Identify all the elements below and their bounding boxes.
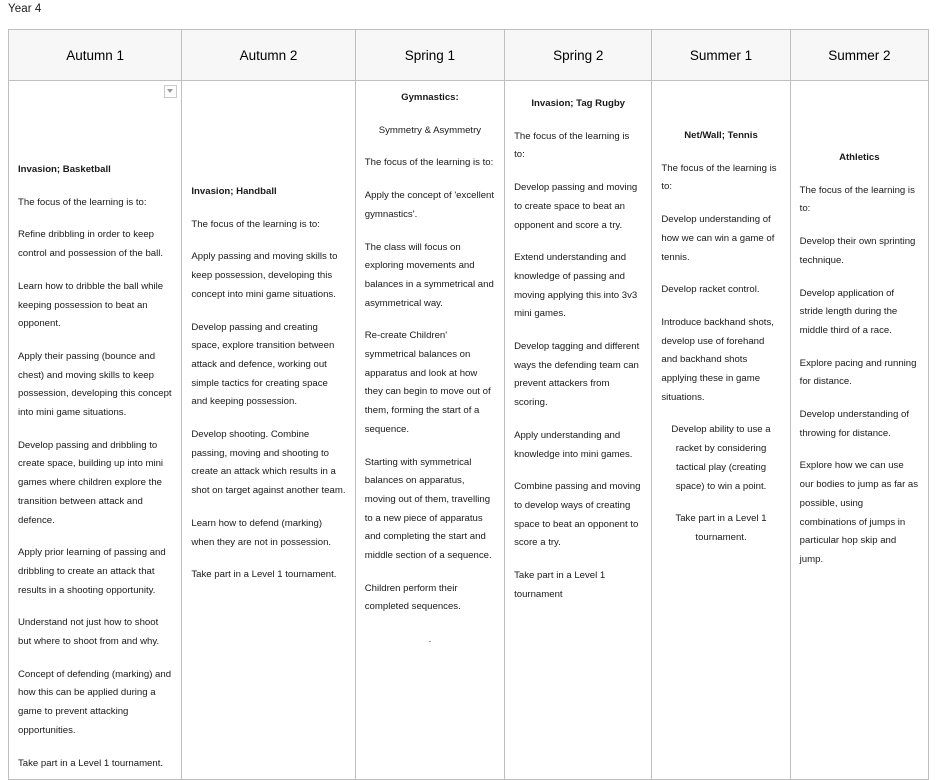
unit-title-summer-1: Net/Wall; Tennis xyxy=(684,130,758,141)
unit-intro-autumn-2: The focus of the learning is to: xyxy=(191,218,320,230)
cell-content-spring-1 xyxy=(356,81,504,656)
unit-intro-autumn-1: The focus of the learning is to: xyxy=(18,196,147,208)
cell-autumn-1 xyxy=(9,81,182,780)
cell-content-summer-2 xyxy=(791,81,928,576)
unit-point: Develop ability to use a racket by considering tactical play (creating space) to win a point. xyxy=(671,424,771,492)
unit-title-summer-2: Athletics xyxy=(839,152,880,163)
unit-point: Apply passing and moving skills to keep possession, developing this concept into mini game situations. xyxy=(191,251,338,300)
unit-point: Develop shooting. Combine passing, moving and shooting to create an attack which results in a shot on target against another team. xyxy=(191,429,346,497)
unit-point: Take part in a Level 1 tournament. xyxy=(191,569,337,581)
cell-content-summer-1 xyxy=(652,81,789,554)
unit-title-spring-1: Gymnastics: xyxy=(401,92,459,103)
unit-point: Starting with symmetrical balances on apparatus, moving out of them, travelling to a new piece of apparatus and completing the start and middle section of a sequence. xyxy=(364,456,492,562)
cell-summer-2 xyxy=(790,81,928,780)
cell-content-autumn-2 xyxy=(182,81,354,591)
unit-point: Re-create Children' symmetrical balances on apparatus and look at how they can begin to move out of them, forming the start of a sequence. xyxy=(364,330,491,435)
unit-title-autumn-2: Invasion; Handball xyxy=(191,186,277,197)
cell-summer-1 xyxy=(652,81,790,780)
curriculum-table xyxy=(8,29,929,780)
column-header-autumn-2: Autumn 2 xyxy=(182,30,355,81)
unit-title-autumn-1: Invasion; Basketball xyxy=(18,164,111,175)
unit-point: The class will focus on exploring movements and balances in a symmetrical and asymmetrical way. xyxy=(364,241,494,309)
cell-spring-2 xyxy=(505,81,652,780)
unit-intro-spring-1: The focus of the learning is to: xyxy=(364,157,494,169)
resize-handle-icon[interactable] xyxy=(164,85,177,98)
unit-point: Apply prior learning of passing and dribbling to create an attack that results in a shooting opportunity. xyxy=(18,547,166,596)
year-label: Year 4 xyxy=(8,3,42,15)
column-header-autumn-1: Autumn 1 xyxy=(9,30,182,81)
unit-point: Children perform their completed sequences. xyxy=(364,582,461,613)
unit-point: Take part in a Level 1 tournament. xyxy=(18,757,164,769)
unit-point: Combine passing and moving to develop ways of creating space to beat an opponent to score a try. xyxy=(514,481,641,549)
cell-spring-1 xyxy=(355,81,504,780)
unit-point: Develop understanding of how we can win a game of tennis. xyxy=(661,214,775,263)
unit-point: Develop passing and dribbling to create space, building up into mini games where children explore the transition between attack and defence. xyxy=(18,439,164,526)
column-header-summer-2: Summer 2 xyxy=(790,30,928,81)
unit-intro-summer-1: The focus of the learning is to: xyxy=(661,162,777,193)
column-header-spring-1: Spring 1 xyxy=(355,30,504,81)
cell-content-autumn-1 xyxy=(9,81,181,779)
unit-point: Take part in a Level 1 tournament. xyxy=(675,513,767,543)
column-header-summer-1: Summer 1 xyxy=(652,30,790,81)
unit-point: Apply their passing (bounce and chest) and moving skills to keep possession, developing this concept into mini game situations. xyxy=(18,350,172,419)
unit-point: Develop their own sprinting technique. xyxy=(799,236,916,266)
unit-point: Learn how to defend (marking) when they are not in possession. xyxy=(191,517,332,548)
unit-point: Apply the concept of 'excellent gymnastics'. xyxy=(364,190,495,220)
column-header-spring-2: Spring 2 xyxy=(505,30,652,81)
unit-point: Develop passing and moving to create space to beat an opponent and score a try. xyxy=(514,182,638,231)
table-header-row xyxy=(9,30,929,81)
unit-point: Develop tagging and different ways the defending team can prevent attackers from scoring. xyxy=(514,341,640,409)
unit-point: Develop application of stride length during the middle third of a race. xyxy=(799,287,898,336)
unit-point: Explore how we can use our bodies to jump as far as possible, using combinations of jumps in particular hop skip and jump. xyxy=(799,460,919,565)
cell-content-spring-2 xyxy=(505,81,651,610)
unit-subtitle-spring-1: Symmetry & Asymmetry xyxy=(378,124,482,136)
unit-point: Apply understanding and knowledge into mini games. xyxy=(514,429,633,460)
unit-point: Explore pacing and running for distance. xyxy=(799,357,917,388)
cell-autumn-2 xyxy=(182,81,355,780)
unit-intro-summer-2: The focus of the learning is to: xyxy=(799,184,915,215)
unit-point: Develop passing and creating space, explore transition between attack and defence, working out simple tactics for creating space and keeping possession. xyxy=(191,321,335,408)
unit-point: Take part in a Level 1 tournament xyxy=(514,570,606,600)
table-row xyxy=(9,81,929,780)
unit-point: Understand not just how to shoot but where to shoot from and why. xyxy=(18,617,160,648)
unit-point: . xyxy=(428,634,432,646)
unit-point: Learn how to dribble the ball while keeping possession to beat an opponent. xyxy=(18,280,164,330)
unit-point: Concept of defending (marking) and how this can be applied during a game to prevent attacking opportunities. xyxy=(18,668,172,736)
unit-point: Develop understanding of throwing for distance. xyxy=(799,409,910,439)
unit-title-spring-2: Invasion; Tag Rugby xyxy=(531,98,626,109)
unit-point: Develop racket control. xyxy=(661,284,760,296)
unit-point: Introduce backhand shots, develop use of forehand and backhand shots applying these in game situations. xyxy=(661,316,774,403)
unit-point: Extend understanding and knowledge of passing and moving applying this into 3v3 mini games. xyxy=(514,252,638,320)
unit-intro-spring-2: The focus of the learning is to: xyxy=(514,130,630,161)
unit-point: Refine dribbling in order to keep control and possession of the ball. xyxy=(18,229,164,260)
